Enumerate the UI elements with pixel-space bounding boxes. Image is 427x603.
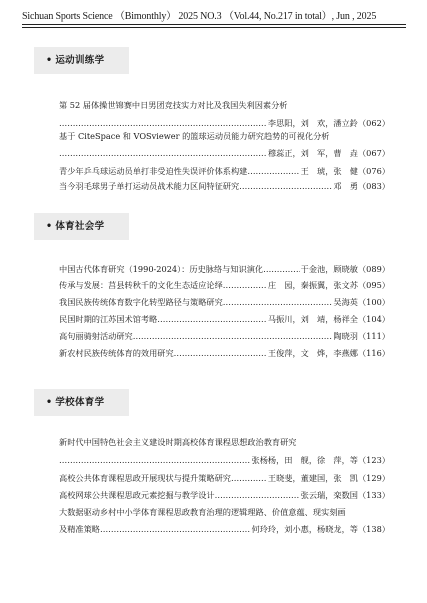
entry-title-cont: 及精准策略 [59, 524, 100, 534]
entry-authors: 张云瑞，栾数国 [300, 490, 358, 500]
header-rule-top [22, 24, 406, 25]
toc-entry[interactable] [59, 181, 390, 192]
running-header: Sichuan Sports Science （Bimonthly） 2025 NO.3 （Vol.44, No.217 in total）, Jun , 2025 [22, 11, 377, 22]
section-heading-sociology [34, 213, 129, 240]
entry-title: 高句丽骑射活动研究 [59, 331, 133, 341]
entry-authors: 王 琥，张 健 [300, 166, 358, 176]
toc-entry[interactable] [59, 297, 390, 308]
entry-page: （100） [357, 297, 390, 307]
section-heading-training [34, 47, 129, 74]
entry-authors: 庄 园，秦振翼，张文苏 [267, 280, 358, 290]
entry-title: 大数据驱动乡村中小学体育课程思政教育治理的逻辑理路、价值意蕴、现实刻画 [59, 507, 346, 517]
entry-authors: 马振川，刘 靖，杨祥全 [267, 314, 358, 324]
bullet-icon: • [46, 397, 53, 408]
entry-title: 高校公共体育课程思政开展现状与提升策略研究 [59, 473, 231, 483]
entry-page: （083） [357, 181, 390, 191]
entry-title: 当今羽毛球男子单打运动员战术能力区间特征研究 [59, 181, 240, 191]
entry-page: （129） [357, 473, 390, 483]
entry-page: （089） [357, 264, 390, 274]
header-rule-bottom [22, 27, 406, 28]
toc-entry[interactable] [59, 348, 390, 359]
entry-page: （076） [357, 166, 390, 176]
section-heading-school [34, 389, 129, 416]
section-title: 学校体育学 [55, 397, 105, 408]
entry-title: 新农村民族传统体育的效用研究 [59, 348, 174, 358]
entry-title: 高校网球公共课程思政元素挖掘与教学设计 [59, 490, 215, 500]
entry-page: （095） [357, 280, 390, 290]
entry-title: 第 52 届体操世锦赛中日男团竞技实力对比及我国失利因素分析 [59, 100, 288, 110]
entry-authors: 陶晓羽 [333, 331, 358, 341]
toc-entry[interactable] [59, 473, 390, 484]
entry-title: 青少年乒乓球运动员单打非受迫性失误评价体系构建 [59, 166, 248, 176]
entry-authors: 张杨杨，田 舰，徐 萍，等 [251, 455, 358, 465]
entry-title: 民国时期的江苏国术馆考略 [59, 314, 158, 324]
entry-authors: 李思阳，刘 欢，潘立鈴 [267, 118, 358, 128]
toc-entry[interactable] [59, 507, 390, 535]
bullet-icon: • [46, 221, 53, 232]
entry-page: （116） [357, 348, 390, 358]
toc-entry[interactable] [59, 100, 390, 129]
toc-entry[interactable] [59, 490, 390, 501]
entry-page: （133） [357, 490, 390, 500]
toc-entry[interactable] [59, 314, 390, 325]
entry-authors: 何玲玲，刘小惠，杨晓龙，等 [251, 524, 358, 534]
entry-authors: 吴海英 [333, 297, 358, 307]
entry-authors: 穆蕊正，刘 军，曹 垚 [267, 148, 358, 158]
entry-page: （104） [357, 314, 390, 324]
entry-title: 新时代中国特色社会主义建设时期高校体育课程思想政治教育研究 [59, 437, 297, 447]
toc-entry[interactable] [59, 166, 390, 177]
entry-title: 中国古代体育研究（1990-2024）：历史脉络与知识演化 [59, 264, 264, 274]
toc-entry[interactable] [59, 131, 390, 159]
entry-page: （111） [357, 331, 390, 341]
entry-authors: 王晓斐，董建国，张 凯 [267, 473, 358, 483]
entry-authors: 王俊萍，文 烨，李燕娜 [267, 348, 358, 358]
toc-entry[interactable] [59, 280, 390, 291]
section-title: 体育社会学 [55, 221, 105, 232]
entry-page: （067） [357, 148, 390, 158]
entry-page: （062） [357, 118, 390, 128]
entry-title: 我国民族传统体育数字化转型路径与策略研究 [59, 297, 223, 307]
entry-page: （138） [357, 524, 390, 534]
bullet-icon: • [46, 55, 53, 66]
toc-entry[interactable] [59, 264, 390, 275]
toc-entry[interactable] [59, 437, 390, 466]
entry-page: （123） [357, 455, 390, 465]
entry-title: 基于 CiteSpace 和 VOSviewer 的篮球运动员能力研究趋势的可视化分析 [59, 131, 330, 141]
toc-entry[interactable] [59, 331, 390, 342]
entry-title: 传承与发展：莒县转秋千的文化生态适应论绎 [59, 280, 223, 290]
entry-authors: 邓 勇 [333, 181, 358, 191]
entry-authors: 于金池，顾晓敏 [300, 264, 358, 274]
section-title: 运动训练学 [55, 55, 105, 66]
